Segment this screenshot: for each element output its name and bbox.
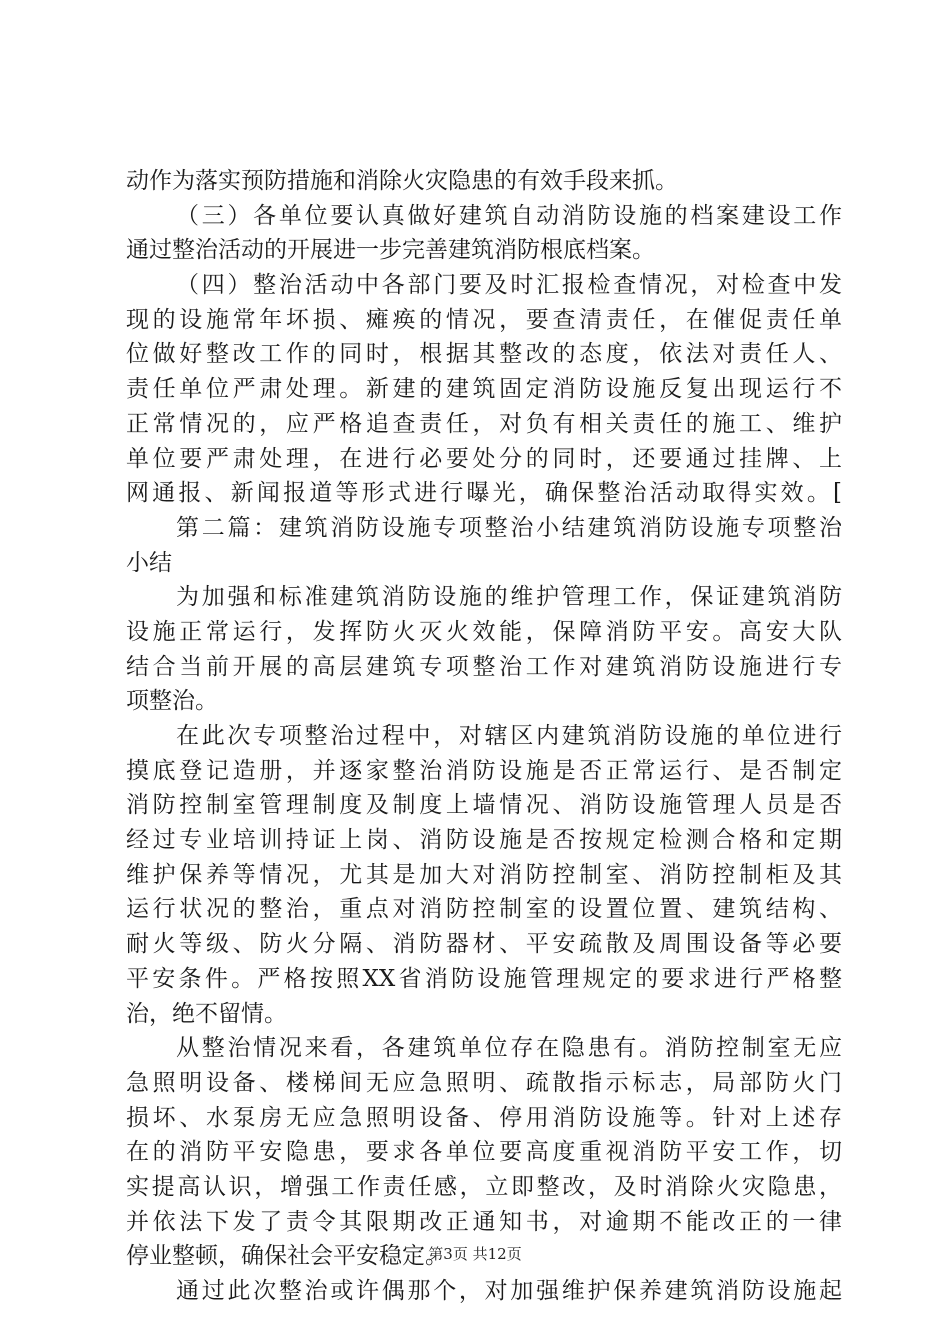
text-line: 正常情况的，应严格追查责任，对负有相关责任的施工、维护 [126, 410, 842, 437]
text-line: 动作为落实预防措施和消除火灾隐患的有效手段来抓。 [126, 168, 678, 194]
text-line: 耐火等级、防火分隔、消防器材、平安疏散及周围设备等必要 [126, 931, 842, 958]
text-line: 第二篇：建筑消防设施专项整治小结建筑消防设施专项整治 [176, 514, 842, 541]
text-line: 单位要严肃处理，在进行必要处分的同时，还要通过挂牌、上 [126, 445, 842, 472]
text-line: 停业整顿，确保社会平安稳定。 [126, 1243, 448, 1270]
text-line: 摸底登记造册，并逐家整治消防设施是否正常运行、是否制定 [126, 757, 842, 784]
text-line: 项整治。 [126, 688, 218, 715]
page-footer: 第3页 共12页 [428, 1245, 522, 1263]
text-line: 经过专业培训持证上岗、消防设施是否按规定检测合格和定期 [126, 827, 842, 854]
text-line: 运行状况的整治，重点对消防控制室的设置位置、建筑结构、 [126, 896, 842, 923]
text-line: 网通报、新闻报道等形式进行曝光，确保整治活动取得实效。[ [126, 480, 842, 507]
text-line: 急照明设备、楼梯间无应急照明、疏散指示标志，局部防火门 [126, 1069, 842, 1096]
text-line: 并依法下发了责令其限期改正通知书，对逾期不能改正的一律 [126, 1208, 842, 1235]
text-line: 平安条件。严格按照XX省消防设施管理规定的要求进行严格整 [126, 965, 842, 992]
text-line: 维护保养等情况，尤其是加大对消防控制室、消防控制柜及其 [126, 861, 842, 888]
text-line: 在此次专项整治过程中，对辖区内建筑消防设施的单位进行 [176, 723, 842, 749]
text-line: （四）整治活动中各部门要及时汇报检查情况，对检查中发 [176, 272, 842, 299]
document-body [126, 164, 842, 1309]
text-line: 通过此次整治或许偶那个，对加强维护保养建筑消防设施起 [176, 1278, 842, 1304]
text-line: 结合当前开展的高层建筑专项整治工作对建筑消防设施进行专 [126, 653, 842, 680]
text-line: 在的消防平安隐患，要求各单位要高度重视消防平安工作，切 [126, 1139, 842, 1166]
text-line: 设施正常运行，发挥防火灭火效能，保障消防平安。高安大队 [126, 618, 842, 645]
text-line: 治，绝不留情。 [126, 1000, 287, 1027]
text-line: 损坏、水泵房无应急照明设备、停用消防设施等。针对上述存 [126, 1104, 842, 1131]
text-line: 通过整治活动的开展进一步完善建筑消防根底档案。 [126, 237, 655, 264]
text-line: 位做好整改工作的同时，根据其整改的态度，依法对责任人、 [126, 341, 842, 368]
text-line: 现的设施常年坏损、瘫痪的情况，要查清责任，在催促责任单 [126, 306, 842, 333]
text-line: 实提高认识，增强工作责任感，立即整改，及时消除火灾隐患， [126, 1173, 842, 1200]
text-line: 小结 [126, 549, 172, 576]
text-line: （三）各单位要认真做好建筑自动消防设施的档案建设工作 [176, 202, 842, 229]
text-line: 责任单位严肃处理。新建的建筑固定消防设施反复出现运行不 [126, 376, 842, 403]
text-line: 消防控制室管理制度及制度上墙情况、消防设施管理人员是否 [126, 792, 842, 819]
text-line: 为加强和标准建筑消防设施的维护管理工作，保证建筑消防 [176, 584, 842, 611]
text-line: 从整治情况来看，各建筑单位存在隐患有。消防控制室无应 [176, 1035, 842, 1062]
